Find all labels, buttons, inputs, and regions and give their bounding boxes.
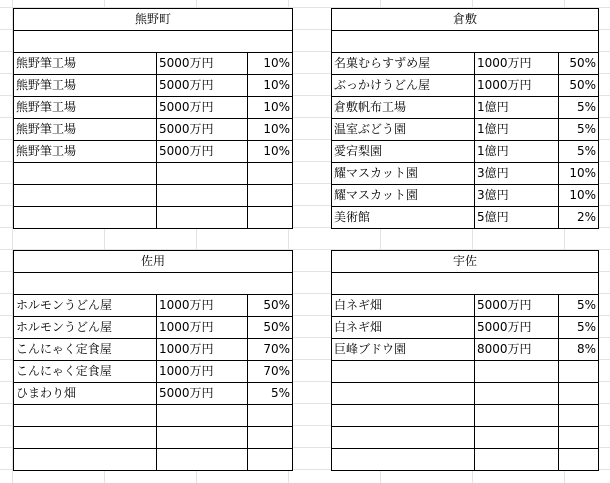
property-block-usa	[331, 250, 599, 471]
price-cell[interactable]: 1000万円	[475, 53, 559, 75]
rate-cell[interactable]	[559, 361, 599, 383]
table-row	[14, 53, 293, 75]
table-row	[332, 427, 599, 449]
shop-name-cell[interactable]: 耀マスカット園	[332, 185, 475, 207]
table-row	[14, 317, 293, 339]
price-cell[interactable]	[157, 207, 248, 229]
block-title-row	[14, 251, 293, 273]
shop-name-cell[interactable]: 倉敷帆布工場	[332, 97, 475, 119]
blank-row	[332, 31, 599, 53]
table-row	[332, 207, 599, 229]
table-row	[14, 207, 293, 229]
price-cell[interactable]	[475, 405, 559, 427]
block-title[interactable]: 宇佐	[332, 251, 599, 273]
rate-cell[interactable]	[248, 185, 293, 207]
shop-name-cell[interactable]: 白ネギ畑	[332, 295, 475, 317]
shop-name-cell[interactable]: 美術館	[332, 207, 475, 229]
price-cell[interactable]: 5億円	[475, 207, 559, 229]
shop-name-cell[interactable]	[14, 449, 157, 471]
price-cell[interactable]: 1000万円	[157, 339, 248, 361]
rate-cell[interactable]: 10%	[248, 119, 293, 141]
shop-name-cell[interactable]: 巨峰ブドウ園	[332, 339, 475, 361]
shop-name-cell[interactable]: 耀マスカット園	[332, 163, 475, 185]
rate-cell[interactable]: 5%	[559, 317, 599, 339]
table-row	[332, 317, 599, 339]
rate-cell[interactable]: 50%	[248, 317, 293, 339]
rate-cell[interactable]: 5%	[559, 141, 599, 163]
table-row	[14, 141, 293, 163]
table-row	[14, 185, 293, 207]
blank-row	[332, 273, 599, 295]
blank-row	[14, 273, 293, 295]
table-row	[14, 383, 293, 405]
rate-cell[interactable]: 5%	[559, 97, 599, 119]
price-cell[interactable]: 1000万円	[157, 361, 248, 383]
shop-name-cell[interactable]: 熊野筆工場	[14, 141, 157, 163]
rate-cell[interactable]	[559, 449, 599, 471]
price-cell[interactable]: 1億円	[475, 141, 559, 163]
price-cell[interactable]: 5000万円	[157, 383, 248, 405]
rate-cell[interactable]: 10%	[248, 141, 293, 163]
table-row	[332, 449, 599, 471]
rate-cell[interactable]	[248, 207, 293, 229]
shop-name-cell[interactable]	[14, 185, 157, 207]
table-row	[332, 185, 599, 207]
rate-cell[interactable]	[559, 405, 599, 427]
price-cell[interactable]: 5000万円	[475, 295, 559, 317]
price-cell[interactable]: 8000万円	[475, 339, 559, 361]
table-row	[332, 405, 599, 427]
property-block-kurashiki	[331, 8, 599, 229]
block-title-row	[332, 9, 599, 31]
rate-cell[interactable]	[248, 427, 293, 449]
blank-cell[interactable]	[14, 31, 293, 53]
rate-cell[interactable]: 10%	[559, 163, 599, 185]
price-cell[interactable]: 5000万円	[157, 75, 248, 97]
shop-name-cell[interactable]	[332, 405, 475, 427]
table-row	[14, 449, 293, 471]
rate-cell[interactable]: 10%	[248, 53, 293, 75]
shop-name-cell[interactable]: ホルモンうどん屋	[14, 317, 157, 339]
shop-name-cell[interactable]: ぶっかけうどん屋	[332, 75, 475, 97]
rate-cell[interactable]: 50%	[559, 75, 599, 97]
rate-cell[interactable]: 50%	[248, 295, 293, 317]
price-cell[interactable]	[157, 185, 248, 207]
shop-name-cell[interactable]: こんにゃく定食屋	[14, 361, 157, 383]
rate-cell[interactable]	[559, 427, 599, 449]
price-cell[interactable]: 3億円	[475, 185, 559, 207]
table-row	[332, 75, 599, 97]
price-cell[interactable]	[157, 163, 248, 185]
price-cell[interactable]	[475, 383, 559, 405]
blank-cell[interactable]	[332, 31, 599, 53]
price-cell[interactable]: 5000万円	[157, 97, 248, 119]
shop-name-cell[interactable]: 熊野筆工場	[14, 75, 157, 97]
table-row	[14, 163, 293, 185]
rate-cell[interactable]: 70%	[248, 361, 293, 383]
table-row	[14, 97, 293, 119]
rate-cell[interactable]: 10%	[248, 75, 293, 97]
rate-cell[interactable]: 2%	[559, 207, 599, 229]
price-cell[interactable]: 5000万円	[475, 317, 559, 339]
rate-cell[interactable]: 70%	[248, 339, 293, 361]
rate-cell[interactable]: 10%	[248, 97, 293, 119]
shop-name-cell[interactable]	[332, 383, 475, 405]
table-row	[14, 427, 293, 449]
price-cell[interactable]: 5000万円	[157, 119, 248, 141]
rate-cell[interactable]	[248, 163, 293, 185]
block-title-row	[332, 251, 599, 273]
table-row	[332, 295, 599, 317]
shop-name-cell[interactable]: 名菓むらすずめ屋	[332, 53, 475, 75]
table-row	[332, 339, 599, 361]
rate-cell[interactable]: 5%	[248, 383, 293, 405]
table-row	[332, 141, 599, 163]
shop-name-cell[interactable]	[14, 207, 157, 229]
table-row	[332, 53, 599, 75]
price-cell[interactable]	[157, 405, 248, 427]
price-cell[interactable]	[157, 427, 248, 449]
price-cell[interactable]	[475, 427, 559, 449]
price-cell[interactable]: 5000万円	[157, 141, 248, 163]
price-cell[interactable]: 5000万円	[157, 53, 248, 75]
price-cell[interactable]	[475, 361, 559, 383]
price-cell[interactable]	[475, 449, 559, 471]
rate-cell[interactable]: 10%	[559, 185, 599, 207]
property-block-kumano	[13, 8, 293, 229]
shop-name-cell[interactable]: ひまわり畑	[14, 383, 157, 405]
blank-row	[14, 31, 293, 53]
shop-name-cell[interactable]: こんにゃく定食屋	[14, 339, 157, 361]
blank-cell[interactable]	[332, 273, 599, 295]
block-title[interactable]: 佐用	[14, 251, 293, 273]
rate-cell[interactable]	[248, 405, 293, 427]
price-cell[interactable]: 1億円	[475, 97, 559, 119]
blank-cell[interactable]	[14, 273, 293, 295]
shop-name-cell[interactable]: ホルモンうどん屋	[14, 295, 157, 317]
table-row	[14, 405, 293, 427]
table-row	[14, 75, 293, 97]
table-row	[332, 361, 599, 383]
table-row	[14, 339, 293, 361]
shop-name-cell[interactable]: 熊野筆工場	[14, 53, 157, 75]
shop-name-cell[interactable]	[14, 427, 157, 449]
block-title-row	[14, 9, 293, 31]
block-title[interactable]: 熊野町	[14, 9, 293, 31]
table-row	[14, 295, 293, 317]
block-title[interactable]: 倉敷	[332, 9, 599, 31]
price-cell[interactable]: 3億円	[475, 163, 559, 185]
rate-cell[interactable]	[248, 449, 293, 471]
price-cell[interactable]: 1000万円	[475, 75, 559, 97]
shop-name-cell[interactable]	[332, 361, 475, 383]
table-row	[14, 119, 293, 141]
shop-name-cell[interactable]: 熊野筆工場	[14, 119, 157, 141]
table-row	[332, 383, 599, 405]
price-cell[interactable]: 1000万円	[157, 295, 248, 317]
shop-name-cell[interactable]: 愛宕梨園	[332, 141, 475, 163]
rate-cell[interactable]: 50%	[559, 53, 599, 75]
rate-cell[interactable]	[559, 383, 599, 405]
price-cell[interactable]	[157, 449, 248, 471]
table-row	[332, 119, 599, 141]
shop-name-cell[interactable]	[332, 427, 475, 449]
rate-cell[interactable]: 5%	[559, 295, 599, 317]
price-cell[interactable]: 1億円	[475, 119, 559, 141]
shop-name-cell[interactable]	[14, 405, 157, 427]
table-row	[332, 97, 599, 119]
shop-name-cell[interactable]: 熊野筆工場	[14, 97, 157, 119]
property-block-sayo	[13, 250, 293, 471]
shop-name-cell[interactable]	[14, 163, 157, 185]
shop-name-cell[interactable]	[332, 449, 475, 471]
table-row	[332, 163, 599, 185]
shop-name-cell[interactable]: 白ネギ畑	[332, 317, 475, 339]
table-row	[14, 361, 293, 383]
price-cell[interactable]: 1000万円	[157, 317, 248, 339]
rate-cell[interactable]: 8%	[559, 339, 599, 361]
rate-cell[interactable]: 5%	[559, 119, 599, 141]
shop-name-cell[interactable]: 温室ぶどう園	[332, 119, 475, 141]
